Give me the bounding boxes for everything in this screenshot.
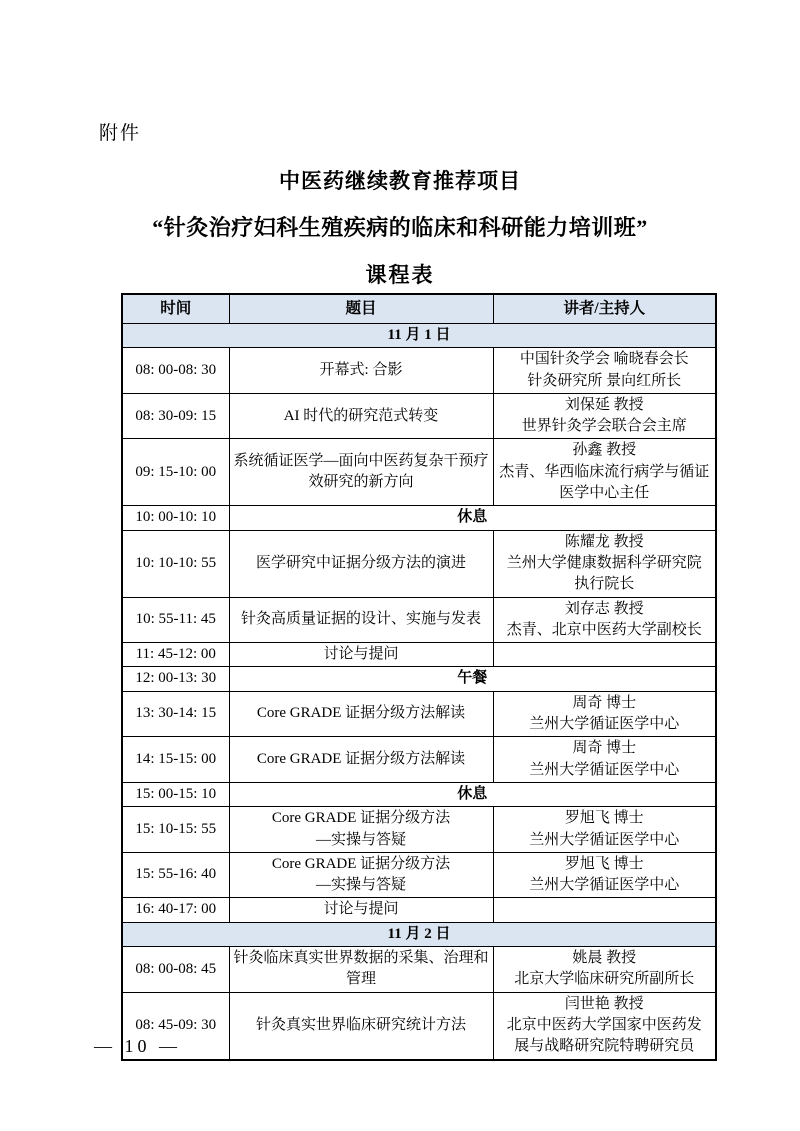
time-cell: 08: 00-08: 30 bbox=[122, 348, 229, 394]
cell-text-line: AI 时代的研究范式转变 bbox=[283, 407, 439, 424]
speaker-cell bbox=[493, 992, 716, 1059]
cell-text-line: 兰州大学循证医学中心 bbox=[529, 716, 680, 733]
cell-text-line: 杰青、北京中医药大学副校长 bbox=[506, 621, 702, 638]
topic-cell bbox=[229, 691, 493, 737]
session-row bbox=[122, 807, 716, 853]
session-row bbox=[122, 643, 716, 667]
speaker-cell bbox=[493, 348, 716, 394]
topic-cell bbox=[229, 992, 493, 1059]
cell-text-line: 北京中医药大学国家中医药发 bbox=[506, 1016, 702, 1033]
cell-text-line: 北京大学临床研究所副所长 bbox=[514, 971, 695, 988]
session-row bbox=[122, 737, 716, 783]
speaker-cell bbox=[493, 691, 716, 737]
cell-text-line: 兰州大学循证医学中心 bbox=[529, 877, 680, 894]
time-cell: 11: 45-12: 00 bbox=[122, 643, 229, 667]
cell-text-line: 中国针灸学会 喻晓春会长 bbox=[519, 351, 689, 368]
session-row bbox=[122, 992, 716, 1059]
cell-text-line: 罗旭飞 博士 bbox=[564, 810, 644, 827]
speaker-cell bbox=[493, 439, 716, 506]
session-row bbox=[122, 439, 716, 506]
page-number: — 10 — bbox=[94, 1036, 181, 1056]
date-row bbox=[122, 922, 716, 946]
cell-text-line: 孙鑫 教授 bbox=[572, 442, 637, 459]
cell-text-line: 针灸真实世界临床研究统计方法 bbox=[255, 1016, 466, 1033]
time-cell: 10: 55-11: 45 bbox=[122, 597, 229, 643]
cell-text-line: 讨论与提问 bbox=[323, 901, 399, 918]
topic-cell bbox=[229, 643, 493, 667]
cell-text-line: 执行院长 bbox=[574, 576, 635, 593]
speaker-cell bbox=[493, 737, 716, 783]
break-row bbox=[122, 506, 716, 530]
speaker-cell bbox=[493, 852, 716, 898]
time-cell: 12: 00-13: 30 bbox=[122, 667, 229, 691]
cell-text-line: 罗旭飞 博士 bbox=[564, 855, 644, 872]
session-row bbox=[122, 691, 716, 737]
topic-cell bbox=[229, 807, 493, 853]
time-cell: 15: 55-16: 40 bbox=[122, 852, 229, 898]
cell-text-line: 医学研究中证据分级方法的演进 bbox=[255, 554, 466, 571]
schedule-body bbox=[122, 324, 716, 1060]
cell-text-line: 针灸研究所 景向红所长 bbox=[527, 372, 682, 389]
break-row bbox=[122, 667, 716, 691]
cell-text-line: 闫世艳 教授 bbox=[564, 995, 644, 1012]
topic-cell bbox=[229, 393, 493, 439]
time-cell: 13: 30-14: 15 bbox=[122, 691, 229, 737]
cell-text-line: 周奇 博士 bbox=[572, 694, 637, 711]
time-cell: 15: 00-15: 10 bbox=[122, 782, 229, 806]
cell-text-line: 刘保延 教授 bbox=[564, 396, 644, 413]
time-cell: 10: 00-10: 10 bbox=[122, 506, 229, 530]
topic-cell bbox=[229, 530, 493, 597]
cell-text-line: Core GRADE 证据分级方法解读 bbox=[256, 705, 466, 722]
cell-text-line: 讨论与提问 bbox=[323, 646, 399, 663]
attachment-label: 附件 bbox=[99, 123, 142, 144]
time-cell: 16: 40-17: 00 bbox=[122, 898, 229, 922]
cell-text-line: 展与战略研究院特聘研究员 bbox=[514, 1038, 695, 1055]
session-row bbox=[122, 852, 716, 898]
cell-text-line: 杰青、华西临床流行病学与循证医学中心主任 bbox=[499, 463, 710, 502]
column-header-topic: 题目 bbox=[229, 294, 493, 324]
cell-text-line: 兰州大学循证医学中心 bbox=[529, 831, 680, 848]
time-cell: 09: 15-10: 00 bbox=[122, 439, 229, 506]
session-row bbox=[122, 898, 716, 922]
cell-text-line: 针灸临床真实世界数据的采集、治理和管理 bbox=[233, 950, 489, 988]
time-cell: 08: 45-09: 30 bbox=[122, 992, 229, 1059]
topic-cell bbox=[229, 898, 493, 922]
session-row bbox=[122, 393, 716, 439]
cell-text-line: 开幕式: 合影 bbox=[319, 361, 403, 378]
topic-cell bbox=[229, 947, 493, 993]
document-title-course-name: “针灸治疗妇科生殖疾病的临床和科研能力培训班” bbox=[152, 215, 648, 240]
topic-cell bbox=[229, 852, 493, 898]
session-row bbox=[122, 947, 716, 993]
document-title-schedule: 课程表 bbox=[365, 263, 435, 287]
break-row bbox=[122, 782, 716, 806]
topic-cell bbox=[229, 439, 493, 506]
cell-text-line: 姚晨 教授 bbox=[572, 950, 637, 967]
speaker-cell bbox=[493, 393, 716, 439]
break-label: 午餐 bbox=[229, 667, 716, 691]
break-label: 休息 bbox=[229, 506, 716, 530]
title-block bbox=[0, 165, 800, 289]
time-cell: 15: 10-15: 55 bbox=[122, 807, 229, 853]
course-schedule-table bbox=[121, 293, 717, 1061]
speaker-cell bbox=[493, 643, 716, 667]
time-cell: 10: 10-10: 55 bbox=[122, 530, 229, 597]
cell-text-line: 周奇 博士 bbox=[572, 740, 637, 757]
speaker-cell bbox=[493, 597, 716, 643]
cell-text-line: 陈耀龙 教授 bbox=[564, 533, 644, 550]
cell-text-line: 刘存志 教授 bbox=[564, 600, 644, 617]
session-row bbox=[122, 348, 716, 394]
break-label: 休息 bbox=[229, 782, 716, 806]
cell-text-line: 系统循证医学—面向中医药复杂干预疗效研究的新方向 bbox=[233, 453, 489, 491]
speaker-cell bbox=[493, 530, 716, 597]
time-cell: 08: 30-09: 15 bbox=[122, 393, 229, 439]
cell-text-line: Core GRADE 证据分级方法 bbox=[271, 855, 451, 872]
document-title-project: 中医药继续教育推荐项目 bbox=[279, 169, 521, 193]
time-cell: 08: 00-08: 45 bbox=[122, 947, 229, 993]
cell-text-line: Core GRADE 证据分级方法 bbox=[271, 810, 451, 827]
session-row bbox=[122, 530, 716, 597]
cell-text-line: 兰州大学循证医学中心 bbox=[529, 761, 680, 778]
column-header-speaker: 讲者/主持人 bbox=[493, 294, 716, 324]
cell-text-line: 针灸高质量证据的设计、实施与发表 bbox=[240, 611, 481, 628]
speaker-cell bbox=[493, 807, 716, 853]
speaker-cell bbox=[493, 947, 716, 993]
cell-text-line: Core GRADE 证据分级方法解读 bbox=[256, 750, 466, 767]
date-label: 11 月 2 日 bbox=[122, 922, 716, 946]
time-cell: 14: 15-15: 00 bbox=[122, 737, 229, 783]
topic-cell bbox=[229, 737, 493, 783]
column-header-time: 时间 bbox=[122, 294, 229, 324]
date-label: 11 月 1 日 bbox=[122, 324, 716, 348]
topic-cell bbox=[229, 348, 493, 394]
cell-text-line: —实操与答疑 bbox=[315, 877, 406, 894]
table-header-row bbox=[122, 294, 716, 324]
cell-text-line: 世界针灸学会联合会主席 bbox=[521, 418, 687, 435]
topic-cell bbox=[229, 597, 493, 643]
cell-text-line: 兰州大学健康数据科学研究院 bbox=[506, 554, 702, 571]
session-row bbox=[122, 597, 716, 643]
speaker-cell bbox=[493, 898, 716, 922]
date-row bbox=[122, 324, 716, 348]
cell-text-line: —实操与答疑 bbox=[315, 831, 406, 848]
